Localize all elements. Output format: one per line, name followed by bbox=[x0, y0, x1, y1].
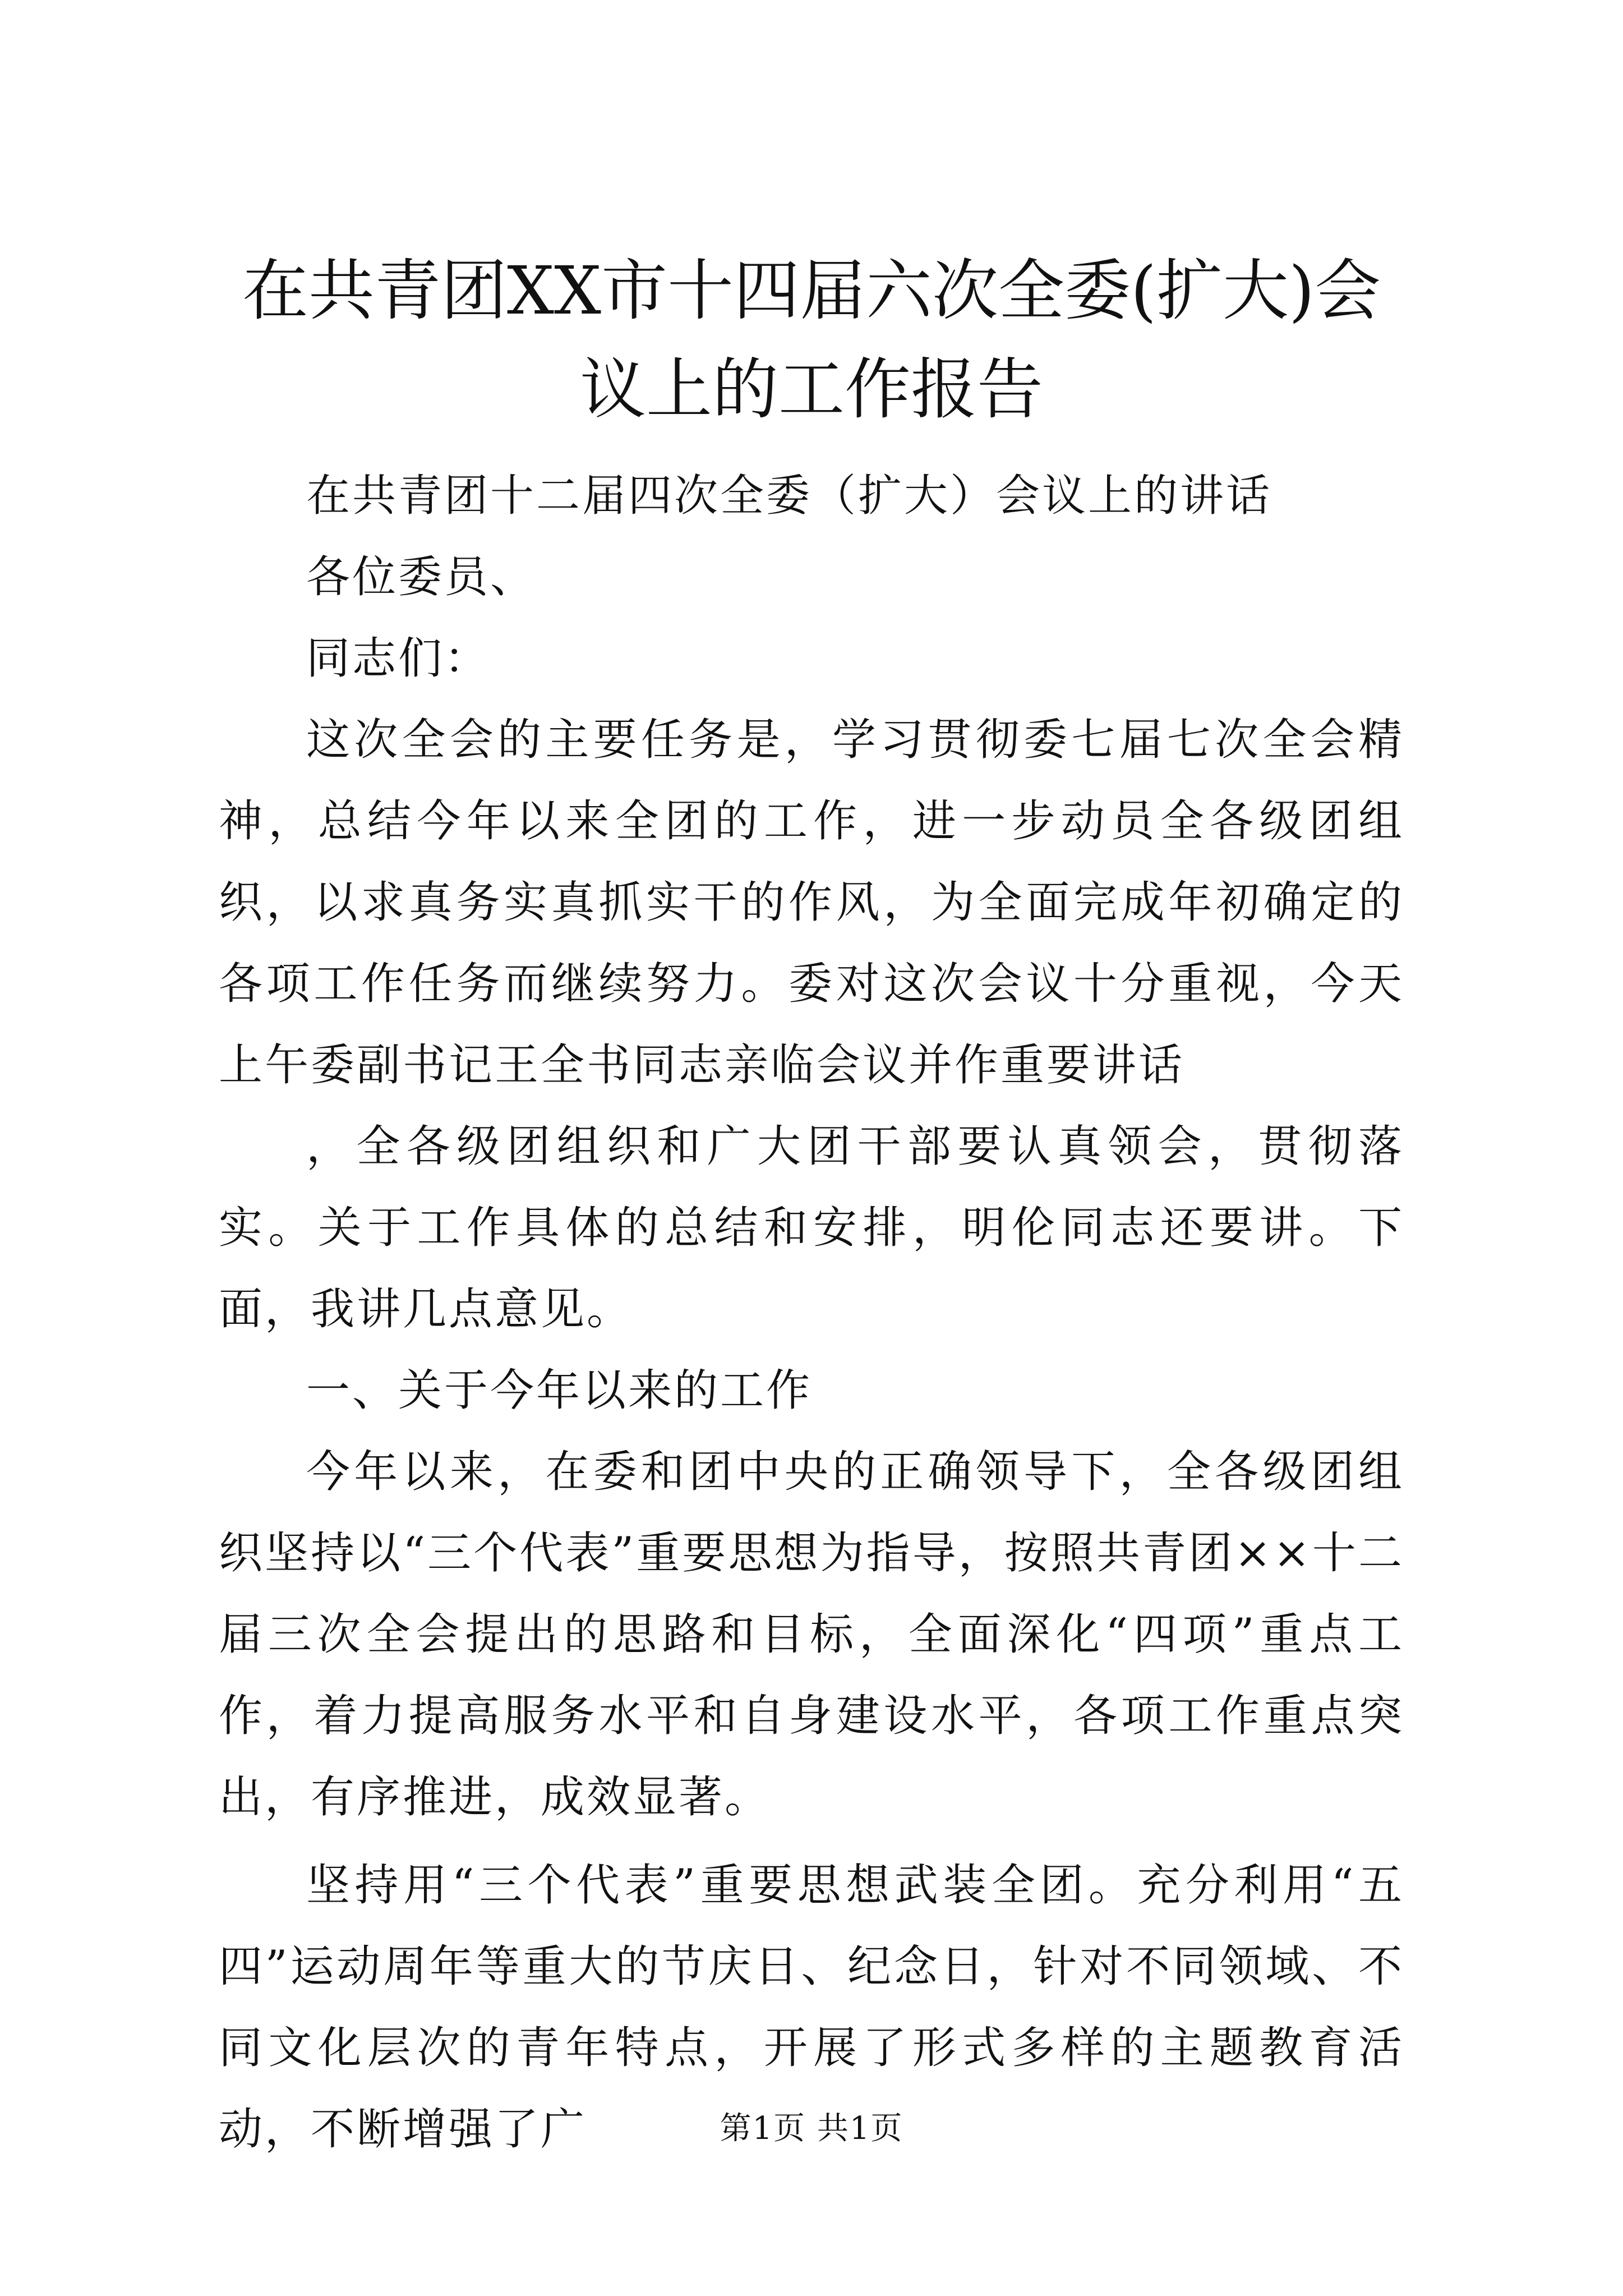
page-number-footer: 第1页 共1页 bbox=[720, 2110, 903, 2147]
body-paragraph-this-year-work: 今年以来，在委和团中央的正确领导下，全各级团组织坚持以“三个代表”重要思想为指导，按照共青团××十二届三次全会提出的思路和目标，全面深化“四项”重点工作，着力提高服务水平和自身建设水平，各项工作重点突出，有序推进，成效显著。 bbox=[219, 1447, 1404, 1823]
document-title: 在共青团XX市十四届六次全委(扩大)会议上的工作报告 bbox=[242, 252, 1381, 428]
salutation-line-1: 各位委员、 bbox=[306, 552, 537, 602]
speech-subtitle: 在共青团十二届四次全委（扩大）会议上的讲话 bbox=[306, 471, 1272, 521]
section-heading-1: 一、关于今年以来的工作 bbox=[306, 1365, 813, 1416]
body-paragraph-theory-education: 坚持用“三个代表”重要思想武装全团。充分利用“五四”运动周年等重大的节庆日、纪念日，针对不同领域、不同文化层次的青年特点，开展了形式多样的主题教育活动，不断增强了广 bbox=[219, 1860, 1404, 2155]
body-paragraph-implementation: ，全各级团组织和广大团干部要认真领会，贯彻落实。关于工作具体的总结和安排，明伦同志还要讲。下面，我讲几点意见。 bbox=[219, 1121, 1404, 1335]
salutation-line-2: 同志们： bbox=[306, 633, 491, 684]
body-paragraph-main-task: 这次全会的主要任务是，学习贯彻委七届七次全会精神，总结今年以来全团的工作，进一步动员全各级团组织，以求真务实真抓实干的作风，为全面完成年初确定的各项工作任务而继续努力。委对这次会议十分重视，今天上午委副书记王全书同志亲临会议并作重要讲话 bbox=[219, 715, 1404, 1091]
document-body bbox=[219, 455, 1404, 2170]
